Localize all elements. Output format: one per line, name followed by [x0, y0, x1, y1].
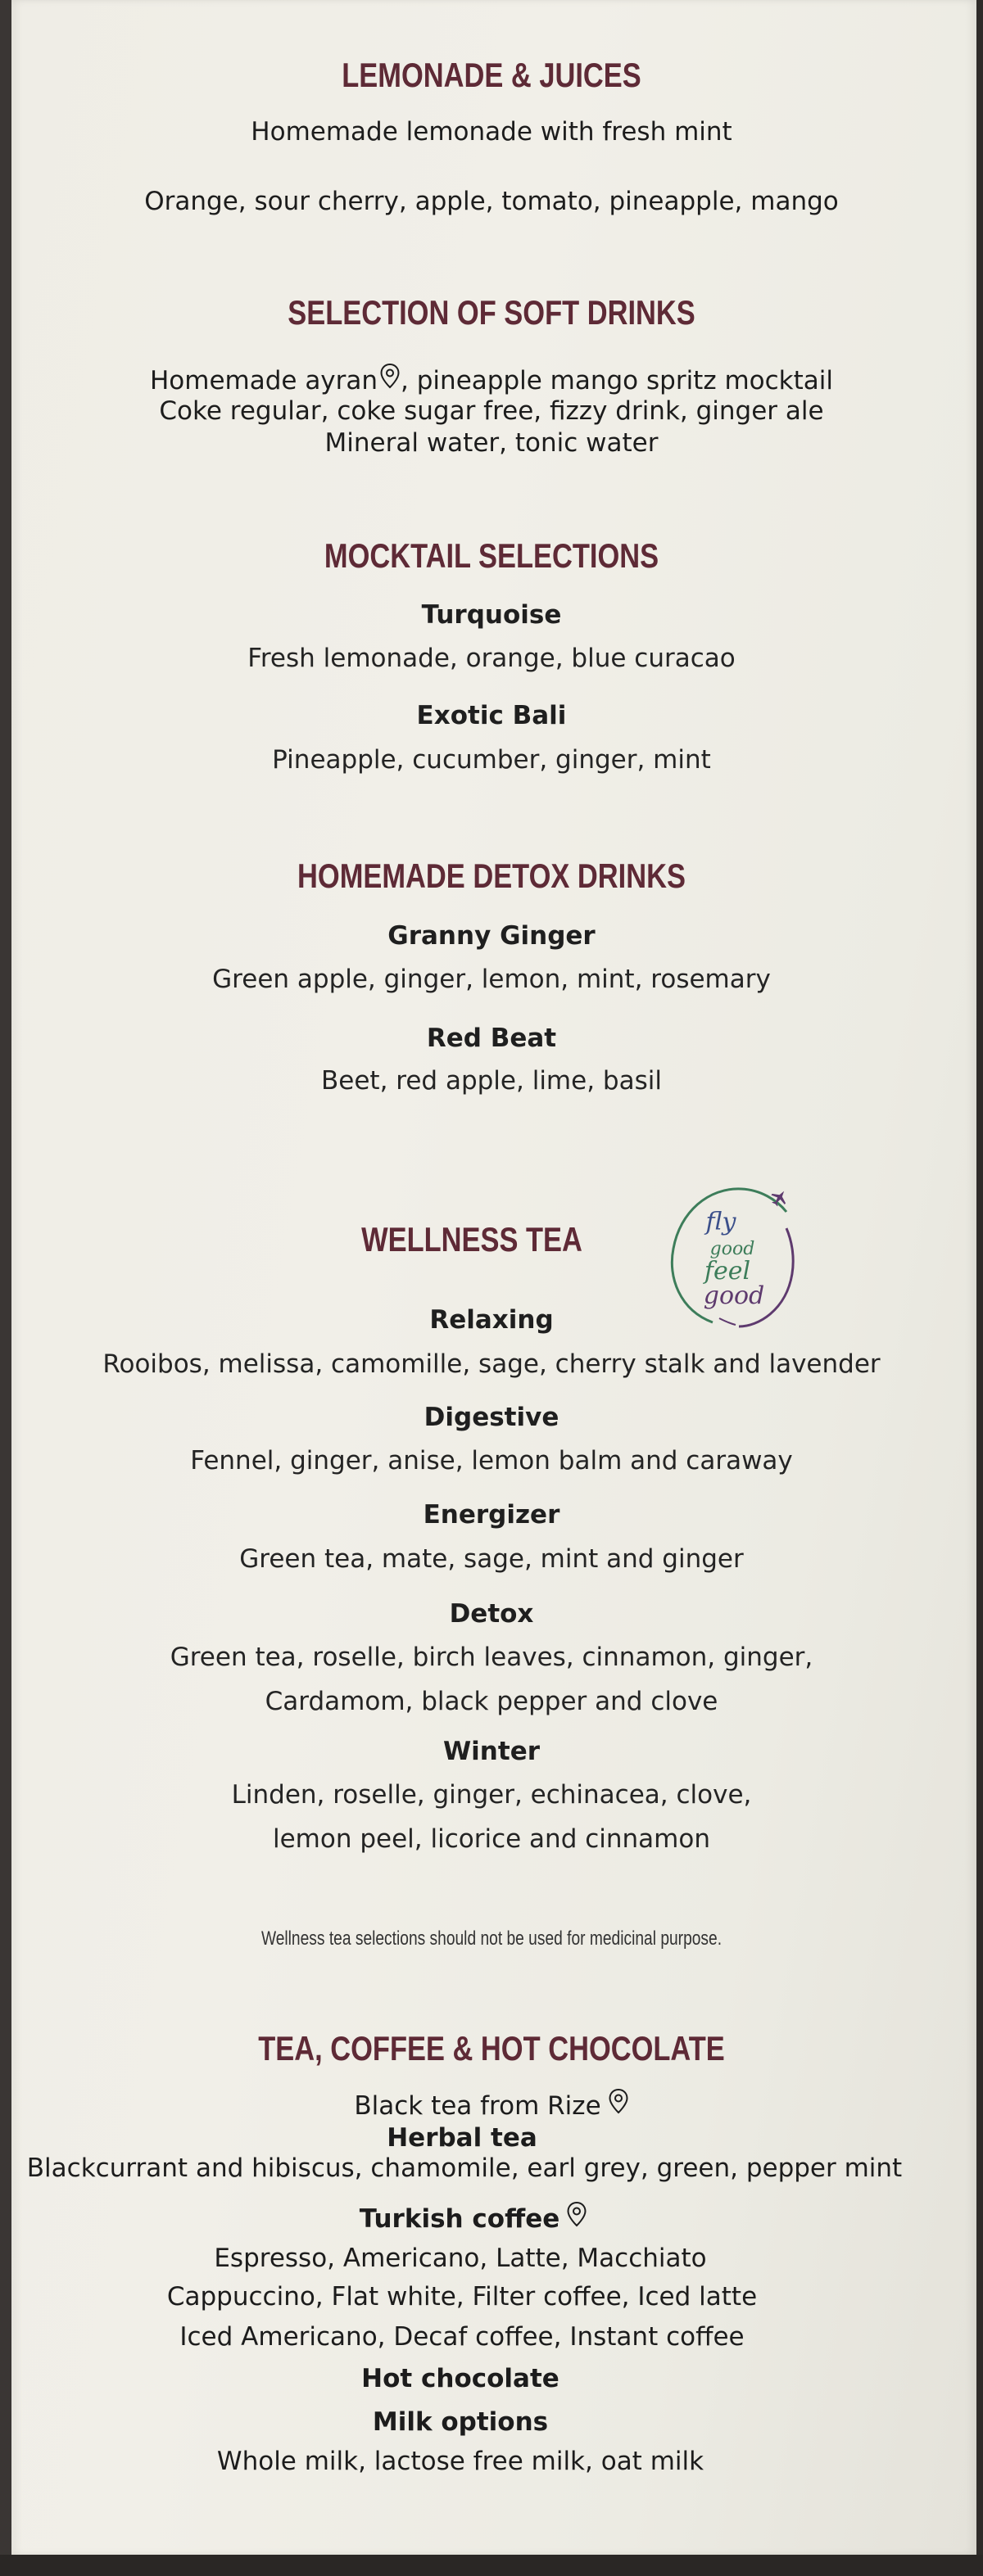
hot-chocolate-line: Hot chocolate	[361, 2364, 559, 2393]
coffee-line-3: Iced Americano, Decaf coffee, Instant coffee	[179, 2322, 745, 2352]
wellness-item-desc-continued: Cardamom, black pepper and clove	[265, 1687, 718, 1716]
detox-item-desc: Beet, red apple, lime, basil	[321, 1066, 662, 1096]
detox-item-desc: Green apple, ginger, lemon, mint, rosemary	[212, 965, 771, 994]
milk-options-heading: Milk options	[372, 2407, 549, 2437]
soft-drinks-line-3: Mineral water, tonic water	[324, 428, 659, 458]
wellness-item-desc: Fennel, ginger, anise, lemon balm and caraway	[190, 1446, 793, 1476]
wellness-item-desc: Green tea, roselle, birch leaves, cinnamon, ginger,	[170, 1643, 813, 1672]
soft-drinks-line-1	[0, 363, 983, 395]
logo-text-good: good	[709, 1239, 755, 1259]
wellness-item-name: Energizer	[423, 1500, 560, 1530]
mocktail-item-desc: Fresh lemonade, orange, blue curacao	[247, 644, 736, 673]
soft-drinks-line-2: Coke regular, coke sugar free, fizzy drink, ginger ale	[159, 396, 824, 426]
wellness-item-desc: Rooibos, melissa, camomille, sage, cherry stalk and lavender	[102, 1349, 881, 1379]
spritz-label: , pineapple mango spritz mocktail	[401, 366, 834, 395]
coffee-line-2: Cappuccino, Flat white, Filter coffee, Iced latte	[166, 2282, 758, 2312]
coffee-line-1: Espresso, Americano, Latte, Macchiato	[214, 2244, 707, 2273]
ayran-label: Homemade ayran	[149, 366, 378, 395]
black-tea-label: Black tea from Rize	[354, 2091, 601, 2121]
section-title-detox: HOMEMADE DETOX DRINKS	[297, 856, 686, 895]
mocktail-item-desc: Pineapple, cucumber, ginger, mint	[272, 745, 711, 775]
black-tea-line	[0, 2088, 983, 2121]
turkish-coffee-label: Turkish coffee	[359, 2204, 560, 2234]
wellness-item-name: Winter	[442, 1737, 541, 1766]
turkish-coffee-line	[0, 2201, 965, 2234]
wellness-item-desc: Linden, roselle, ginger, echinacea, clove,	[231, 1780, 752, 1810]
logo-text-fly: fly	[705, 1208, 736, 1236]
wellness-item-name: Relaxing	[429, 1305, 554, 1335]
location-pin-icon	[379, 363, 401, 395]
section-title-tea-coffee: TEA, COFFEE & HOT CHOCOLATE	[258, 2029, 725, 2068]
herbal-tea-list: Blackcurrant and hibiscus, chamomile, earl grey, green, pepper mint	[26, 2153, 903, 2183]
mocktail-item-name: Exotic Bali	[416, 701, 567, 730]
herbal-tea-heading: Herbal tea	[387, 2123, 537, 2153]
section-title-soft-drinks: SELECTION OF SOFT DRINKS	[288, 293, 695, 332]
location-pin-icon	[608, 2088, 629, 2121]
wellness-item-name: Digestive	[424, 1403, 559, 1432]
wellness-disclaimer: Wellness tea selections should not be used for medicinal purpose.	[260, 1927, 723, 1950]
juices-line: Orange, sour cherry, apple, tomato, pineapple, mango	[144, 187, 839, 216]
location-pin-icon	[566, 2201, 587, 2234]
lemonade-line: Homemade lemonade with fresh mint	[251, 117, 732, 147]
detox-item-name: Granny Ginger	[387, 921, 596, 951]
wellness-item-desc: Green tea, mate, sage, mint and ginger	[239, 1544, 744, 1574]
detox-item-name: Red Beat	[426, 1024, 557, 1053]
section-title-mocktail: MOCKTAIL SELECTIONS	[324, 536, 659, 575]
wellness-item-name: Detox	[449, 1599, 534, 1629]
wellness-item-desc-continued: lemon peel, licorice and cinnamon	[273, 1824, 710, 1854]
section-title-lemonade: LEMONADE & JUICES	[342, 56, 641, 94]
milk-options-list: Whole milk, lactose free milk, oat milk	[216, 2447, 704, 2476]
mocktail-item-name: Turquoise	[421, 600, 562, 630]
section-title-wellness: WELLNESS TEA	[361, 1220, 582, 1259]
logo-text-good-2: good	[703, 1281, 765, 1310]
table-surface	[0, 2555, 983, 2576]
logo-text-feel: feel	[704, 1257, 751, 1286]
